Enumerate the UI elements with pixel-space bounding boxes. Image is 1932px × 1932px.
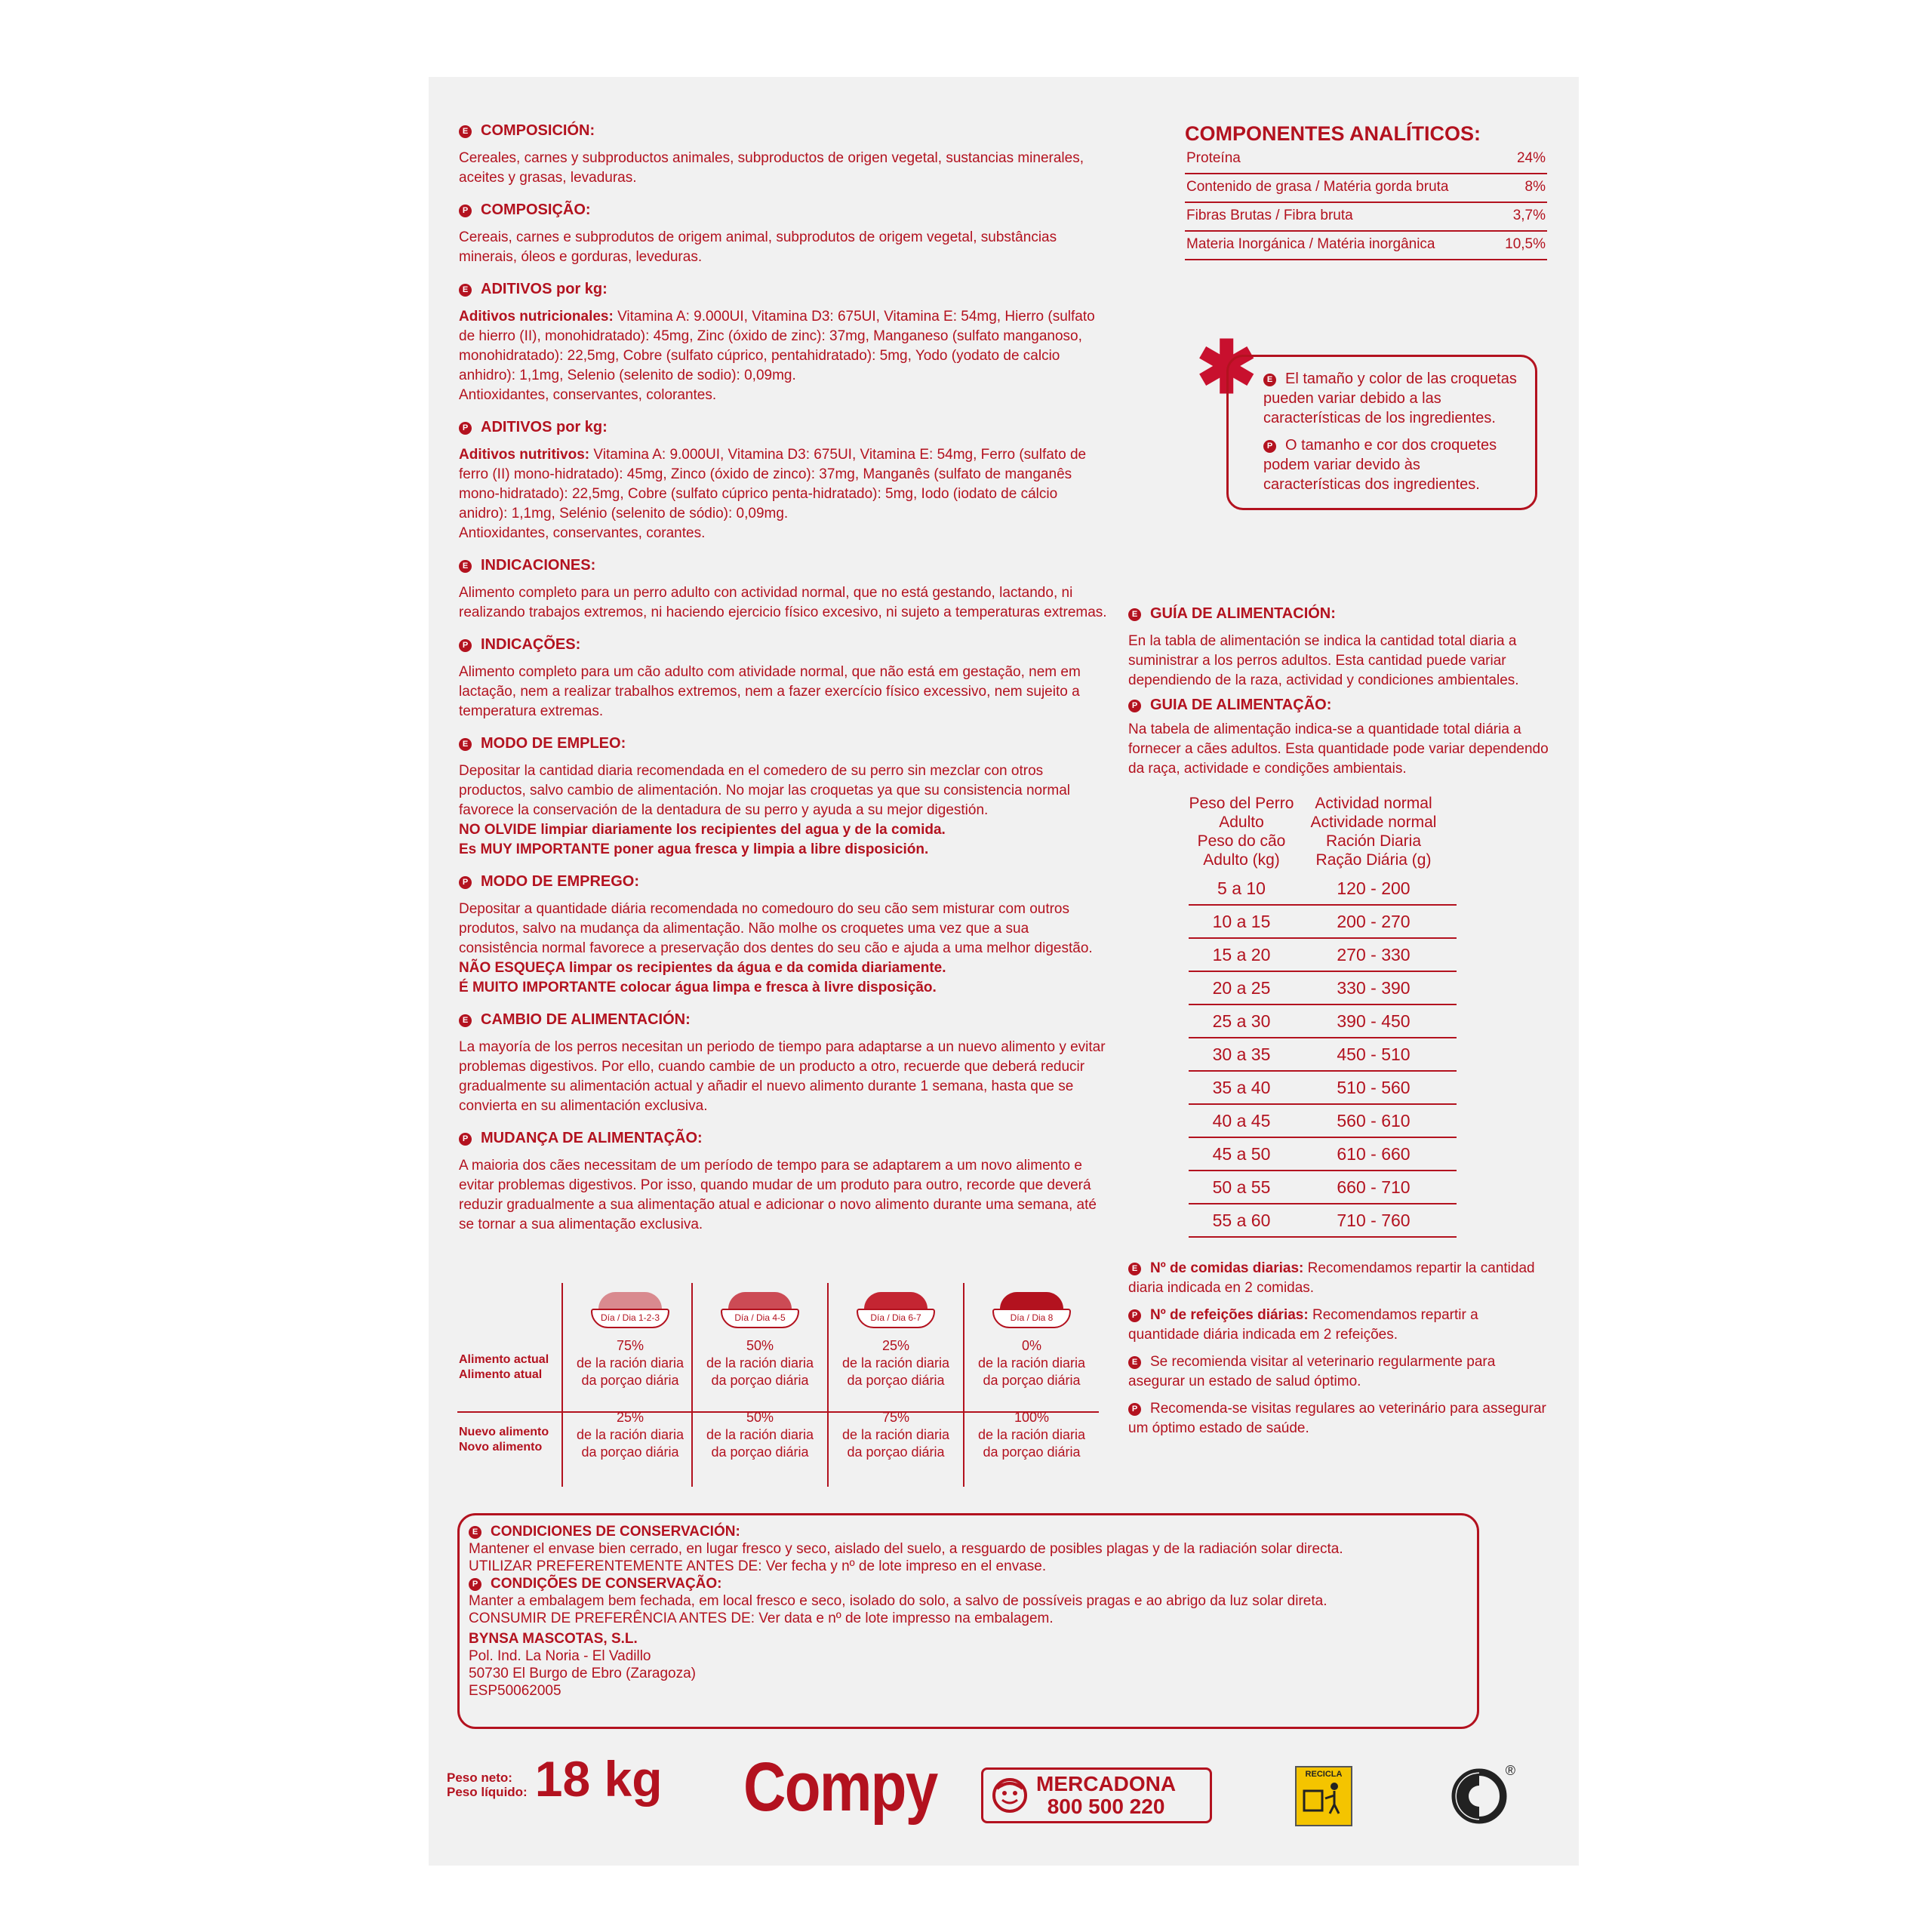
section-title: CAMBIO DE ALIMENTACIÓN: [481,1011,691,1028]
analytical-row [1185,174,1547,203]
feeding-ration: 560 - 610 [1337,1111,1411,1131]
section-text: Alimento completo para un perro adulto con actividad normal, que no está gestando, lactando, ni realizando trabajos extremos, ni haciendo ejercicio físico excesivo, ni sujeto a temperaturas extremas. [459,585,1107,620]
modo-emprego-pt [459,873,1108,998]
cambio-es [459,1011,1108,1116]
modo-empleo-es [459,735,1108,860]
analytical-title: COMPONENTES ANALÍTICOS: [1185,122,1481,145]
feeding-row [1189,1005,1457,1038]
section-bold-1: NÃO ESQUEÇA limpar os recipientes da água e da comida diariamente. [459,960,946,976]
current-percent: 25% [881,1338,910,1353]
analytical-value: 3,7% [1512,208,1546,223]
feeding-row [1189,939,1457,972]
lang-badge-es: E [459,738,472,751]
section-extra: Antioxidantes, conservantes, corantes. [459,525,706,541]
feeding-table-header [1189,794,1457,869]
net-weight-value: 18 kg [534,1751,663,1807]
lang-badge-pt: P [459,639,472,652]
current-percent: 0% [1021,1338,1041,1353]
company-name: BYNSA MASCOTAS, S.L. [469,1631,638,1647]
asterisk-icon: ✱ [1196,328,1257,408]
indicacoes-pt [459,636,1108,721]
section-title: COMPOSICIÓN: [481,122,595,139]
feeding-ration: 510 - 560 [1337,1078,1411,1097]
transition-column [964,1289,1099,1461]
section-title: INDICACIONES: [481,557,596,574]
feeding-guide [1128,605,1551,792]
feeding-row [1189,1038,1457,1072]
section-text: En la tabla de alimentación se indica la cantidad total diaria a suministrar a los perros adultos. Esta cantidad puede variar dependiendo de la raza, actividad y condiciones ambientales. [1128,633,1519,688]
meals-es-title: Nº de comidas diarias: [1150,1260,1304,1276]
analytical-label: Fibras Brutas / Fibra bruta [1186,208,1353,223]
section-text: Cereales, carnes y subproductos animales, subproductos de origen vegetal, sustancias minerales, aceites y grasas, levaduras. [459,150,1084,186]
feeding-weight: 10 a 15 [1212,912,1271,931]
transition-column [829,1289,963,1461]
feeding-row [1189,1138,1457,1171]
current-percent: 75% [616,1338,645,1353]
lang-badge-pt: P [1128,1403,1141,1416]
company-address-2: 50730 El Burgo de Ebro (Zaragoza) [469,1666,697,1681]
unit-pt: da porçao diária [711,1373,809,1388]
lang-badge-pt: P [459,1133,472,1146]
transition-table [457,1283,1099,1487]
section-bold-1: NO OLVIDE limpiar diariamente los recipientes del agua y de la comida. [459,822,946,838]
aditivos-pt [459,419,1108,543]
analytical-row [1185,146,1547,174]
registered-mark: ® [1505,1763,1515,1778]
lang-badge-es: E [459,125,472,138]
transition-column [693,1289,827,1461]
croquetas-note [1226,355,1537,510]
row-label-new: Nuevo alimento Novo alimento [459,1426,549,1454]
feeding-ration: 660 - 710 [1337,1177,1411,1197]
new-percent: 75% [881,1410,910,1425]
lang-badge-pt: P [459,422,472,435]
feeding-row [1189,1171,1457,1204]
lang-badge-es: E [469,1526,481,1539]
section-title: MODO DE EMPLEO: [481,735,626,752]
company-address-1: Pol. Ind. La Noria - El Vadillo [469,1648,651,1664]
feeding-ration: 450 - 510 [1337,1044,1411,1064]
unit-es: de la ración diaria [977,1355,1086,1371]
composicao-pt [459,202,1108,267]
section-text: Vitamina A: 9.000UI, Vitamina D3: 675UI, Vitamina E: 54mg, Hierro (sulfato de hierro (II), monohidratado): 45mg, Zinc (óxido de zinc): 37mg, Manganeso (sulfato manganoso, monohidratado): 22,5mg, Cobre (sulfato cúprico, pentahidratado): 5mg, Yodo (yodato de calcio anhidro): 1,1mg, Selenio (selenito de sodio): 0,09mg. [459,309,1095,383]
feeding-weight: 55 a 60 [1212,1211,1271,1230]
registration-number: ESP50062005 [469,1683,561,1699]
unit-pt: da porçao diária [711,1444,809,1460]
feeding-weight: 15 a 20 [1212,945,1271,964]
section-title: INDICAÇÕES: [481,636,581,653]
section-title: GUIA DE ALIMENTAÇÃO: [1150,697,1332,713]
composicion-es [459,122,1108,188]
unit-pt: da porçao diária [983,1444,1081,1460]
analytical-label: Contenido de grasa / Matéria gorda bruta [1186,179,1449,195]
net-weight-label-pt: Peso líquido: [447,1785,528,1799]
cons-pt-text: Manter a embalagem bem fechada, em local fresco e seco, isolado do solo, a salvo de possíveis pragas e ao abrigo da luz solar direta. [469,1593,1327,1609]
section-extra: Antioxidantes, conservantes, colorantes. [459,387,717,403]
unit-pt: da porçao diária [983,1373,1081,1388]
feeding-weight: 40 a 45 [1212,1111,1271,1131]
unit-pt: da porçao diária [847,1373,945,1388]
feeding-ration: 710 - 760 [1337,1211,1411,1230]
vet-pt-text: Recomenda-se visitas regulares ao veterinário para assegurar um óptimo estado de saúde. [1128,1401,1546,1436]
note-es: El tamaño y color de las croquetas pueden variar debido a las características de los ingredientes. [1263,371,1517,426]
cons-es-text2: UTILIZAR PREFERENTEMENTE ANTES DE: Ver fecha y nº de lote impreso en el envase. [469,1558,1047,1574]
bowl-day-label: Día / Dia 8 [992,1309,1071,1328]
lang-badge-pt: P [1263,440,1276,453]
col-header-ration: Actividad normal Actividade normal Ración Diaria Ração Diária (g) [1310,795,1437,869]
cons-pt-title: CONDIÇÕES DE CONSERVAÇÃO: [491,1576,722,1592]
lang-badge-pt: P [1128,1309,1141,1322]
feeding-ration: 330 - 390 [1337,978,1411,998]
feeding-weight: 35 a 40 [1212,1078,1271,1097]
section-title: ADITIVOS por kg: [481,419,608,435]
mercadona-face-icon [991,1777,1029,1814]
cons-es-text: Mantener el envase bien cerrado, en lugar fresco y seco, aislado del suelo, a resguardo de posibles plagas y de la radiación solar directa. [469,1541,1343,1557]
lang-badge-es: E [1128,1356,1141,1369]
transition-column [563,1289,697,1461]
feeding-row [1189,972,1457,1005]
section-text: Depositar a quantidade diária recomendada no comedouro do seu cão sem misturar com outros produtos, salvo na mudança da alimentação. Não molhe os croquetes uma vez que a sua consistência normal favorece a preservação dos dentes do seu cão e ajuda a uma melhor digestão. [459,901,1093,956]
feeding-ration: 610 - 660 [1337,1144,1411,1164]
lang-badge-pt: P [459,205,472,217]
aditivos-es [459,281,1108,405]
net-weight-label-es: Peso neto: [447,1770,512,1785]
feeding-weight: 45 a 50 [1212,1144,1271,1164]
section-text: A maioria dos cães necessitam de um período de tempo para se adaptarem a um novo alimento e evitar problemas digestivos. Por isso, quando mudar de um produto para outro, recorde que deverá reduzir gradualmente a sua alimentação atual e adicionar o novo alimento durante uma semana, até se tornar a sua alimentação exclusiva. [459,1158,1097,1232]
col-header-weight: Peso del Perro Adulto Peso do cão Adulto (kg) [1189,795,1294,869]
lang-badge-es: E [459,560,472,573]
cons-es-title: CONDICIONES DE CONSERVACIÓN: [491,1524,740,1540]
feeding-weight: 25 a 30 [1212,1011,1271,1031]
recicla-label: RECICLA [1305,1770,1343,1779]
lang-badge-pt: P [459,876,472,889]
lang-badge-es: E [1128,608,1141,621]
analytical-row [1185,232,1547,260]
lang-badge-es: E [1128,1263,1141,1275]
section-text: Na tabela de alimentação indica-se a quantidade total diária a fornecer a cães adultos. Esta quantidade pode variar dependendo da raça, actividade e condições ambientais. [1128,721,1549,777]
unit-es: de la ración diaria [841,1355,950,1371]
lang-badge-es: E [459,1014,472,1027]
lang-badge-pt: P [469,1578,481,1591]
feeding-weight: 50 a 55 [1212,1177,1271,1197]
unit-es: de la ración diaria [841,1427,950,1442]
unit-pt: da porçao diária [581,1444,679,1460]
feeding-ration: 270 - 330 [1337,945,1411,964]
unit-es: de la ración diaria [576,1427,685,1442]
indicaciones-es [459,557,1108,623]
new-percent: 100% [1014,1410,1050,1425]
analytical-value: 8% [1524,179,1546,195]
unit-pt: da porçao diária [847,1444,945,1460]
mudanca-pt [459,1130,1108,1235]
feeding-row [1189,1105,1457,1138]
feeding-ration: 390 - 450 [1337,1011,1411,1031]
green-dot-icon [1451,1763,1515,1826]
net-weight [447,1752,663,1805]
left-column [459,122,1108,1248]
section-text: Vitamina A: 9.000UI, Vitamina D3: 675UI, Vitamina E: 54mg, Ferro (sulfato de ferro (II) mono-hidratado): 45mg, Zinco (óxido de zinco): 37mg, Manganês (sulfato de manganês mono-hidratado): 22,5mg, Cobre (sulfato cúprico penta-hidratado): 5mg, Iodo (iodato de cálcio anidro): 1,1mg, Selénio (selenito de sódio): 0,09mg. [459,447,1087,521]
feeding-row [1189,1204,1457,1238]
row-label-current: Alimento actual Alimento atual [459,1353,549,1381]
section-bold-2: É MUITO IMPORTANTE colocar água limpa e fresca à livre disposição. [459,980,937,995]
feeding-ration: 120 - 200 [1337,878,1411,898]
meals-es-text: Recomendamos repartir la cantidad diaria indicada en 2 comidas. [1128,1260,1535,1296]
feeding-ration: 200 - 270 [1337,912,1411,931]
section-bold-2: Es MUY IMPORTANTE poner agua fresca y limpia a libre disposición. [459,841,929,857]
feeding-table [1189,794,1457,1238]
bowl-day-label: Día / Dia 1-2-3 [591,1309,669,1328]
current-percent: 50% [746,1338,774,1353]
feeding-row [1189,906,1457,939]
section-text: Cereais, carnes e subprodutos de origem animal, subprodutos de origem vegetal, substâncias minerais, óleos e gorduras, leveduras. [459,229,1057,265]
food-bowl-icon [721,1289,799,1327]
feeding-weight: 20 a 25 [1212,978,1271,998]
vet-es-text: Se recomienda visitar al veterinario regularmente para asegurar un estado de salud óptimo. [1128,1354,1496,1389]
meals-and-vet [1128,1259,1551,1438]
section-text: Depositar la cantidad diaria recomendada en el comedero de su perro sin mezclar con otros productos, salvo cambio de alimentación. No mojar las croquetas ya que su consistencia normal favorece la conservación de la dentadura de su perro y ayuda a su mejor digestión. [459,763,1071,818]
mercadona-phone: 800 500 220 [1047,1795,1165,1818]
section-title: GUÍA DE ALIMENTACIÓN: [1150,605,1336,622]
lang-badge-es: E [1263,374,1276,386]
note-pt: O tamanho e cor dos croquetes podem variar devido às características dos ingredientes. [1263,437,1497,493]
feeding-row [1189,1072,1457,1105]
analytical-label: Materia Inorgánica / Matéria inorgânica [1186,236,1435,252]
section-lead: Aditivos nutricionales: [459,309,614,325]
compy-logo: Compy [743,1749,937,1826]
mercadona-logo [981,1767,1212,1823]
cons-pt-text2: CONSUMIR DE PREFERÊNCIA ANTES DE: Ver data e nº de lote impresso na embalagem. [469,1611,1054,1626]
food-bowl-icon [857,1289,935,1327]
unit-es: de la ración diaria [977,1427,1086,1442]
meals-pt-text: Recomendamos repartir a quantidade diária indicada em 2 refeições. [1128,1307,1478,1343]
section-title: MUDANÇA DE ALIMENTAÇÃO: [481,1130,703,1146]
bowl-day-label: Día / Dia 4-5 [721,1309,799,1328]
bowl-day-label: Día / Dia 6-7 [857,1309,935,1328]
unit-es: de la ración diaria [706,1427,814,1442]
food-bowl-icon [992,1289,1071,1327]
unit-es: de la ración diaria [576,1355,685,1371]
new-percent: 25% [616,1410,645,1425]
recicla-icon [1295,1766,1352,1826]
section-lead: Aditivos nutritivos: [459,447,590,463]
analytical-label: Proteína [1186,150,1241,166]
meals-pt-title: Nº de refeições diárias: [1150,1307,1309,1323]
analytical-value: 24% [1516,150,1546,166]
section-text: La mayoría de los perros necesitan un periodo de tiempo para adaptarse a un nuevo alimento y evitar problemas digestivos. Por ello, cuando cambie de un producto a otro, recuerde que deberá reducir gradualmente su alimentación actual y añadir el nuevo alimento durante 1 semana, hasta que se convierta en su alimentación exclusiva. [459,1039,1106,1114]
unit-pt: da porçao diária [581,1373,679,1388]
analytical-components [1185,122,1547,260]
feeding-row [1189,872,1457,906]
feeding-weight: 5 a 10 [1217,878,1266,898]
section-text: Alimento completo para um cão adulto com atividade normal, que não está em gestação, nem em lactação, nem a realizar trabalhos extremos, nem a fazer exercício físico excessivo, nem sujeito a temperatura extremas. [459,664,1081,719]
food-bowl-icon [591,1289,669,1327]
section-title: ADITIVOS por kg: [481,281,608,297]
analytical-row [1185,203,1547,232]
unit-es: de la ración diaria [706,1355,814,1371]
lang-badge-es: E [459,284,472,297]
new-percent: 50% [746,1410,774,1425]
lang-badge-pt: P [1128,700,1141,712]
feeding-weight: 30 a 35 [1212,1044,1271,1064]
analytical-value: 10,5% [1505,236,1546,252]
mercadona-name: MERCADONA [1036,1772,1177,1795]
conservation-box [457,1513,1479,1729]
section-title: MODO DE EMPREGO: [481,873,640,890]
section-title: COMPOSIÇÃO: [481,202,591,218]
